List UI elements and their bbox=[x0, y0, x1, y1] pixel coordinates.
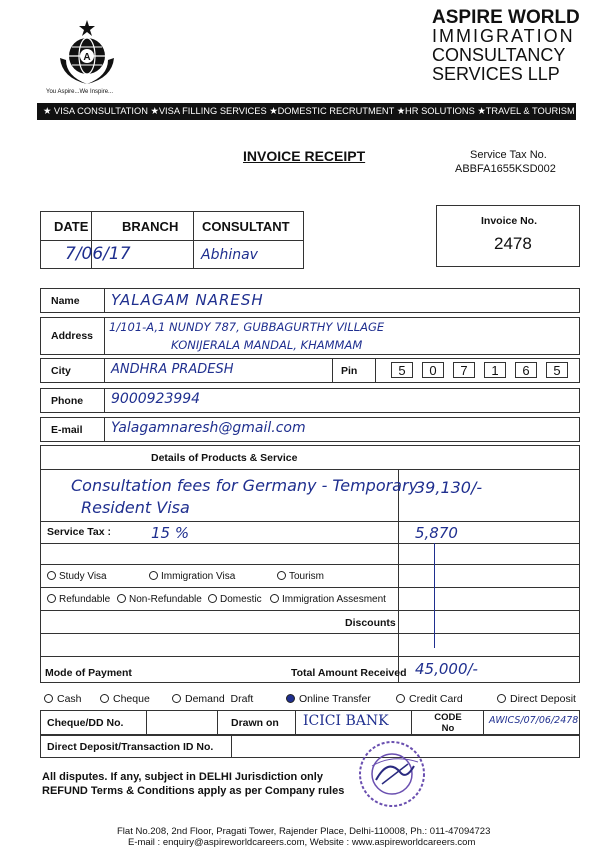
company-name-line-1: ASPIRE WORLD bbox=[432, 7, 580, 28]
code-label: CODE No bbox=[434, 712, 462, 734]
amount-1: 39,130/- bbox=[415, 478, 483, 497]
date-branch-table bbox=[40, 211, 304, 269]
phone-label: Phone bbox=[51, 395, 84, 407]
study-visa-option[interactable]: Study Visa bbox=[47, 571, 107, 582]
refundable-option[interactable]: Refundable bbox=[47, 594, 110, 605]
invoice-label: Invoice No. bbox=[481, 215, 538, 227]
branch-label: BRANCH bbox=[122, 219, 179, 234]
address-line-2: KONIJERALA MANDAL, KHAMMAM bbox=[171, 338, 363, 352]
details-table bbox=[40, 445, 580, 683]
stamp-seal-icon bbox=[348, 736, 438, 810]
drawn-on-label: Drawn on bbox=[231, 717, 279, 729]
invoice-no: 2478 bbox=[494, 234, 532, 253]
domestic-option[interactable]: Domestic bbox=[208, 594, 262, 605]
city-row bbox=[40, 358, 580, 383]
email-label: E-mail bbox=[51, 424, 83, 436]
code-value: AWICS/07/06/2478 bbox=[489, 715, 579, 726]
details-line-2: Resident Visa bbox=[81, 498, 190, 517]
service-tax-no-label: Service Tax No. bbox=[470, 149, 547, 161]
pin-digit: 6 bbox=[515, 362, 537, 378]
online-transfer-option[interactable]: Online Transfer bbox=[286, 693, 371, 705]
company-name-line-3: CONSULTANCY bbox=[432, 45, 566, 65]
mode-of-payment-label: Mode of Payment bbox=[45, 667, 132, 679]
pin-label: Pin bbox=[341, 365, 358, 377]
terms-line-1: All disputes. If any, subject in DELHI Jurisdiction only bbox=[42, 771, 323, 783]
svg-text:A: A bbox=[83, 52, 91, 63]
tourism-option[interactable]: Tourism bbox=[277, 571, 324, 582]
service-tax-no: ABBFA1655KSD002 bbox=[455, 163, 556, 175]
pin-digit: 0 bbox=[422, 362, 444, 378]
consultant-label: CONSULTANT bbox=[202, 219, 290, 234]
address-row bbox=[40, 317, 580, 355]
direct-deposit-option[interactable]: Direct Deposit bbox=[497, 693, 576, 705]
pen-stroke bbox=[434, 543, 435, 648]
service-tax-label: Service Tax : bbox=[47, 526, 112, 538]
cheque-option[interactable]: Cheque bbox=[100, 693, 150, 705]
details-header: Details of Products & Service bbox=[151, 452, 298, 464]
pin-digit: 7 bbox=[453, 362, 475, 378]
name-row bbox=[40, 288, 580, 313]
deposit-label: Direct Deposit/Transaction ID No. bbox=[47, 741, 214, 753]
tagline: You Aspire...We Inspire... bbox=[46, 89, 114, 95]
name-label: Name bbox=[51, 295, 80, 307]
footer-address: Flat No.208, 2nd Floor, Pragati Tower, Rajender Place, Delhi-110008, Ph.: 011-47094723 bbox=[117, 826, 491, 837]
total-amount-value: 45,000/- bbox=[415, 660, 478, 678]
consultant-value: Abhinav bbox=[201, 247, 258, 263]
demand-draft-option[interactable]: Demand Draft bbox=[172, 693, 253, 705]
address-label: Address bbox=[51, 330, 94, 342]
pin-digit: 5 bbox=[391, 362, 413, 378]
immigration-visa-option[interactable]: Immigration Visa bbox=[149, 571, 235, 582]
phone-value: 9000923994 bbox=[111, 391, 201, 407]
company-name-line-4: SERVICES LLP bbox=[432, 64, 560, 84]
cash-option[interactable]: Cash bbox=[44, 693, 82, 705]
city-label: City bbox=[51, 365, 71, 377]
drawn-on-value: ICICI BANK bbox=[303, 713, 389, 729]
non-refundable-option[interactable]: Non-Refundable bbox=[117, 594, 202, 605]
address-line-1: 1/101-A,1 NUNDY 787, GUBBAGURTHY VILLAGE bbox=[109, 320, 385, 334]
footer-contact: E-mail : enquiry@aspireworldcareers.com, Website : www.aspireworldcareers.com bbox=[128, 837, 476, 848]
city-value: ANDHRA PRADESH bbox=[111, 362, 234, 377]
invoice-no-box bbox=[436, 205, 580, 267]
service-tax-value: 15 % bbox=[151, 524, 190, 542]
company-name bbox=[432, 8, 582, 84]
company-logo bbox=[52, 18, 122, 88]
services-banner: ★ VISA CONSULTATION ★VISA FILLING SERVICES ★DOMESTIC RECRUTMENT ★HR SOLUTIONS ★TRAVEL & TOURISM bbox=[37, 103, 576, 120]
company-stamp bbox=[348, 736, 438, 810]
pin-digit: 5 bbox=[546, 362, 568, 378]
immigration-assesment-option[interactable]: Immigration Assesment bbox=[270, 594, 386, 605]
cheque-label: Cheque/DD No. bbox=[47, 717, 124, 729]
service-tax-amount: 5,870 bbox=[415, 524, 458, 542]
globe-hands-icon bbox=[52, 18, 122, 88]
terms-line-2: REFUND Terms & Conditions apply as per Company rules bbox=[42, 785, 345, 797]
date-label: DATE bbox=[54, 219, 89, 234]
phone-row bbox=[40, 388, 580, 413]
discounts-label: Discounts bbox=[345, 617, 396, 629]
date-value: 7/06/17 bbox=[65, 244, 131, 264]
details-line-1: Consultation fees for Germany - Temporary bbox=[71, 476, 419, 495]
company-name-line-2: IMMIGRATION bbox=[432, 26, 575, 46]
page-title: INVOICE RECEIPT bbox=[243, 148, 366, 164]
deposit-row bbox=[40, 735, 580, 758]
email-value: Yalagamnaresh@gmail.com bbox=[111, 420, 306, 436]
pin-digit: 1 bbox=[484, 362, 506, 378]
name-value: YALAGAM NARESH bbox=[111, 291, 264, 309]
cheque-row bbox=[40, 710, 580, 735]
credit-card-option[interactable]: Credit Card bbox=[396, 693, 463, 705]
email-row bbox=[40, 417, 580, 442]
total-amount-label: Total Amount Received bbox=[291, 667, 407, 679]
